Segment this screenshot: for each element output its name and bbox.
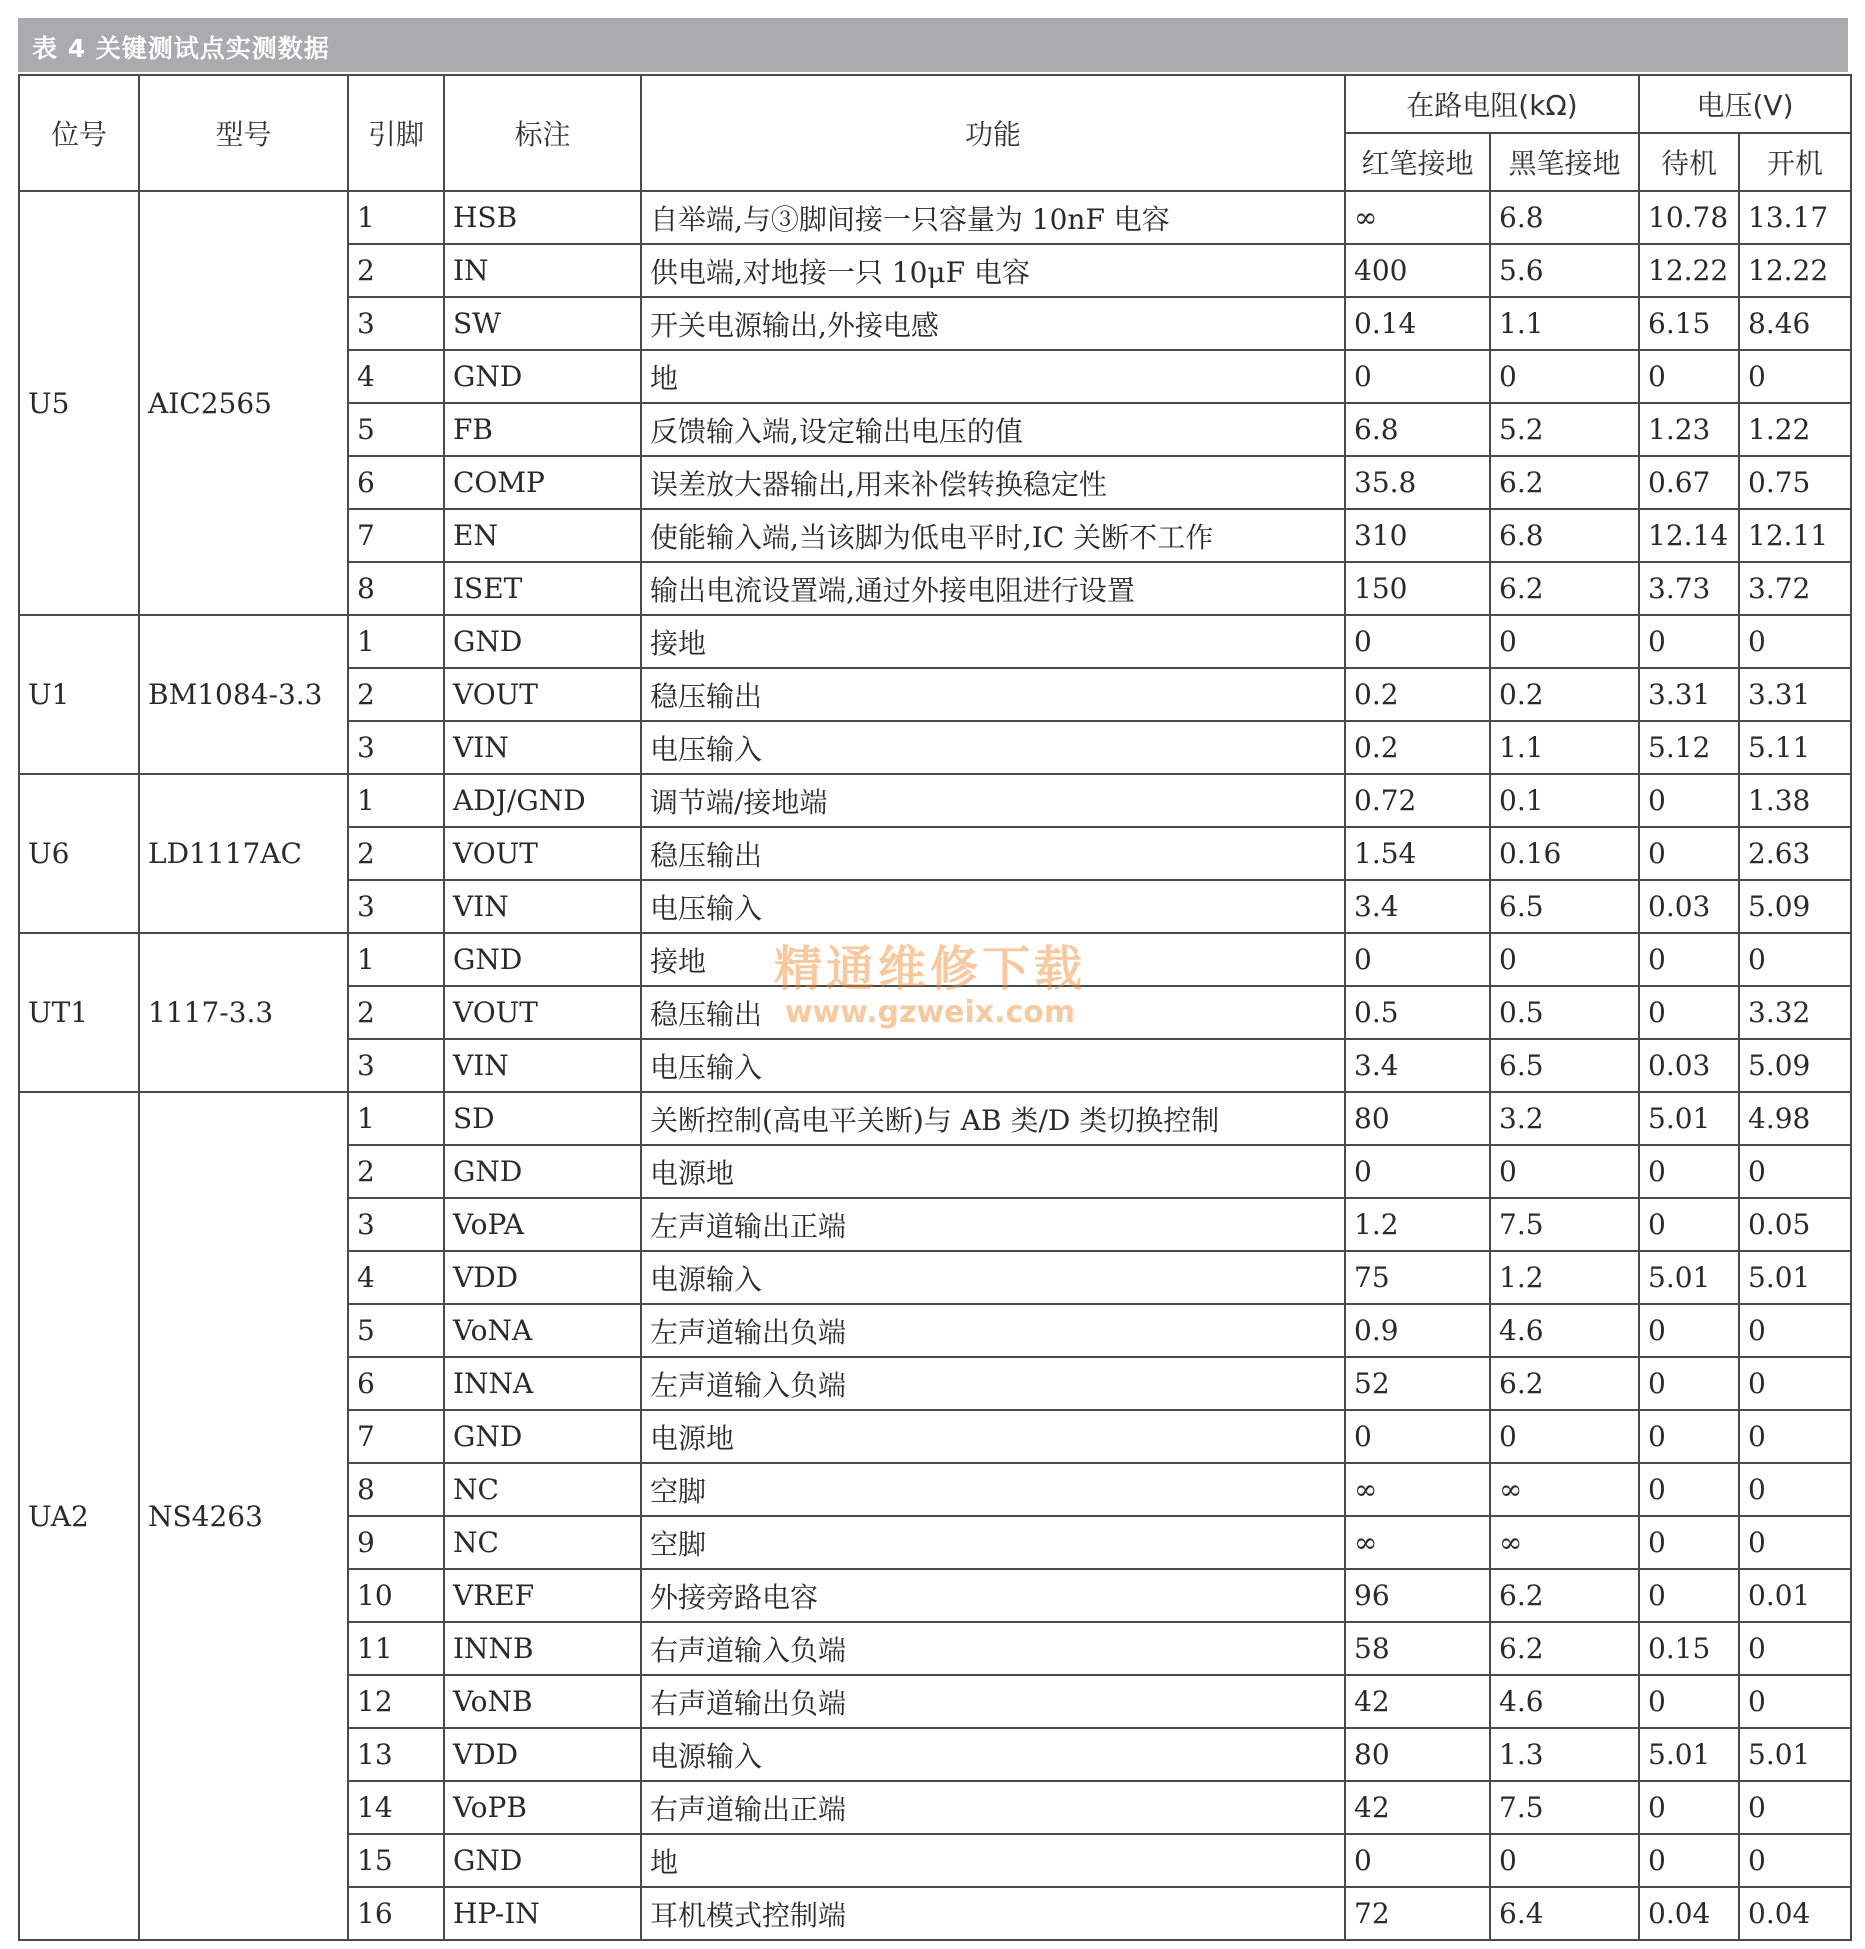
red-ground-cell: 80 <box>1345 1092 1490 1145</box>
label-cell: GND <box>444 1834 641 1887</box>
pin-cell: 4 <box>348 1251 444 1304</box>
watermark-line1: 精通维修下载 <box>773 941 1086 997</box>
label-cell: INNA <box>444 1357 641 1410</box>
red-ground-cell: ∞ <box>1345 1463 1490 1516</box>
black-ground-cell: 0 <box>1490 1834 1639 1887</box>
standby-voltage-cell: 10.78 <box>1639 191 1739 244</box>
header-ref: 位号 <box>19 75 139 191</box>
pin-cell: 1 <box>348 1092 444 1145</box>
table-row <box>19 933 1851 986</box>
red-ground-cell: 0 <box>1345 1834 1490 1887</box>
black-ground-cell: 0 <box>1490 350 1639 403</box>
standby-voltage-cell: 0 <box>1639 827 1739 880</box>
function-cell: 电源地 <box>641 1410 1345 1463</box>
table-title: 表 4 关键测试点实测数据 <box>32 34 330 63</box>
pin-cell: 3 <box>348 297 444 350</box>
pin-cell: 5 <box>348 403 444 456</box>
pin-cell: 1 <box>348 191 444 244</box>
standby-voltage-cell: 0.67 <box>1639 456 1739 509</box>
red-ground-cell: 96 <box>1345 1569 1490 1622</box>
black-ground-cell: 6.5 <box>1490 1039 1639 1092</box>
standby-voltage-cell: 0 <box>1639 1357 1739 1410</box>
standby-voltage-cell: 0 <box>1639 1781 1739 1834</box>
black-ground-cell: 5.2 <box>1490 403 1639 456</box>
label-cell: NC <box>444 1463 641 1516</box>
red-ground-cell: 0.14 <box>1345 297 1490 350</box>
standby-voltage-cell: 0 <box>1639 1145 1739 1198</box>
function-cell: 电压输入 <box>641 880 1345 933</box>
function-cell: 电源输入 <box>641 1728 1345 1781</box>
table-row <box>19 191 1851 244</box>
pin-cell: 6 <box>348 456 444 509</box>
standby-voltage-cell: 12.22 <box>1639 244 1739 297</box>
on-voltage-cell: 5.01 <box>1739 1728 1851 1781</box>
black-ground-cell: 6.8 <box>1490 509 1639 562</box>
on-voltage-cell: 8.46 <box>1739 297 1851 350</box>
function-cell: 耳机模式控制端 <box>641 1887 1345 1940</box>
label-cell: VoNA <box>444 1304 641 1357</box>
label-cell: VoNB <box>444 1675 641 1728</box>
standby-voltage-cell: 0 <box>1639 1410 1739 1463</box>
pin-cell: 3 <box>348 721 444 774</box>
function-cell: 误差放大器输出,用来补偿转换稳定性 <box>641 456 1345 509</box>
model-cell: BM1084-3.3 <box>139 615 348 774</box>
function-cell: 右声道输入负端 <box>641 1622 1345 1675</box>
table-row <box>19 774 1851 827</box>
black-ground-cell: 6.2 <box>1490 1569 1639 1622</box>
label-cell: GND <box>444 615 641 668</box>
function-cell: 空脚 <box>641 1516 1345 1569</box>
on-voltage-cell: 13.17 <box>1739 191 1851 244</box>
label-cell: GND <box>444 933 641 986</box>
red-ground-cell: 0 <box>1345 1145 1490 1198</box>
standby-voltage-cell: 0.03 <box>1639 880 1739 933</box>
function-cell: 电压输入 <box>641 1039 1345 1092</box>
ref-cell: UA2 <box>19 1092 139 1940</box>
on-voltage-cell: 1.38 <box>1739 774 1851 827</box>
black-ground-cell: 7.5 <box>1490 1198 1639 1251</box>
function-cell: 接地 <box>641 615 1345 668</box>
on-voltage-cell: 0 <box>1739 1834 1851 1887</box>
on-voltage-cell: 0 <box>1739 1357 1851 1410</box>
pin-cell: 1 <box>348 774 444 827</box>
function-cell: 左声道输出正端 <box>641 1198 1345 1251</box>
label-cell: GND <box>444 1145 641 1198</box>
pin-cell: 1 <box>348 933 444 986</box>
on-voltage-cell: 0 <box>1739 933 1851 986</box>
header-function: 功能 <box>641 75 1345 191</box>
on-voltage-cell: 0 <box>1739 350 1851 403</box>
function-cell: 地 <box>641 350 1345 403</box>
pin-cell: 2 <box>348 1145 444 1198</box>
red-ground-cell: 52 <box>1345 1357 1490 1410</box>
black-ground-cell: 6.4 <box>1490 1887 1639 1940</box>
red-ground-cell: ∞ <box>1345 1516 1490 1569</box>
red-ground-cell: 0 <box>1345 615 1490 668</box>
function-cell: 右声道输出正端 <box>641 1781 1345 1834</box>
red-ground-cell: 3.4 <box>1345 1039 1490 1092</box>
function-cell: 电压输入 <box>641 721 1345 774</box>
standby-voltage-cell: 1.23 <box>1639 403 1739 456</box>
black-ground-cell: 6.5 <box>1490 880 1639 933</box>
standby-voltage-cell: 0 <box>1639 986 1739 1039</box>
table-body <box>19 191 1851 1940</box>
pin-cell: 14 <box>348 1781 444 1834</box>
header-on: 开机 <box>1739 133 1851 191</box>
model-cell: 1117-3.3 <box>139 933 348 1092</box>
label-cell: COMP <box>444 456 641 509</box>
black-ground-cell: 3.2 <box>1490 1092 1639 1145</box>
pin-cell: 10 <box>348 1569 444 1622</box>
header-model: 型号 <box>139 75 348 191</box>
red-ground-cell: 0.72 <box>1345 774 1490 827</box>
label-cell: SD <box>444 1092 641 1145</box>
label-cell: HP-IN <box>444 1887 641 1940</box>
black-ground-cell: 0.16 <box>1490 827 1639 880</box>
standby-voltage-cell: 0 <box>1639 1304 1739 1357</box>
black-ground-cell: 0 <box>1490 933 1639 986</box>
on-voltage-cell: 0 <box>1739 1781 1851 1834</box>
red-ground-cell: 0.2 <box>1345 668 1490 721</box>
table-row <box>19 1092 1851 1145</box>
on-voltage-cell: 0 <box>1739 1516 1851 1569</box>
standby-voltage-cell: 5.01 <box>1639 1092 1739 1145</box>
standby-voltage-cell: 0.04 <box>1639 1887 1739 1940</box>
pin-cell: 2 <box>348 986 444 1039</box>
ref-cell: U6 <box>19 774 139 933</box>
label-cell: ADJ/GND <box>444 774 641 827</box>
black-ground-cell: ∞ <box>1490 1516 1639 1569</box>
on-voltage-cell: 0 <box>1739 1675 1851 1728</box>
function-cell: 自举端,与③脚间接一只容量为 10nF 电容 <box>641 191 1345 244</box>
header-pin: 引脚 <box>348 75 444 191</box>
label-cell: VIN <box>444 721 641 774</box>
function-cell: 稳压输出 <box>641 986 1345 1039</box>
red-ground-cell: 42 <box>1345 1781 1490 1834</box>
pin-cell: 15 <box>348 1834 444 1887</box>
pin-cell: 2 <box>348 827 444 880</box>
header-standby: 待机 <box>1639 133 1739 191</box>
standby-voltage-cell: 5.01 <box>1639 1251 1739 1304</box>
on-voltage-cell: 1.22 <box>1739 403 1851 456</box>
label-cell: VDD <box>444 1728 641 1781</box>
red-ground-cell: 35.8 <box>1345 456 1490 509</box>
black-ground-cell: 4.6 <box>1490 1675 1639 1728</box>
standby-voltage-cell: 0 <box>1639 615 1739 668</box>
pin-cell: 2 <box>348 668 444 721</box>
label-cell: VREF <box>444 1569 641 1622</box>
label-cell: VOUT <box>444 986 641 1039</box>
function-cell: 地 <box>641 1834 1345 1887</box>
black-ground-cell: 0.1 <box>1490 774 1639 827</box>
label-cell: VIN <box>444 880 641 933</box>
red-ground-cell: ∞ <box>1345 191 1490 244</box>
on-voltage-cell: 3.32 <box>1739 986 1851 1039</box>
pin-cell: 6 <box>348 1357 444 1410</box>
on-voltage-cell: 0.04 <box>1739 1887 1851 1940</box>
header-black-ground: 黑笔接地 <box>1490 133 1639 191</box>
model-cell: AIC2565 <box>139 191 348 615</box>
black-ground-cell: 7.5 <box>1490 1781 1639 1834</box>
pin-cell: 13 <box>348 1728 444 1781</box>
standby-voltage-cell: 0.15 <box>1639 1622 1739 1675</box>
black-ground-cell: 6.2 <box>1490 456 1639 509</box>
function-cell: 外接旁路电容 <box>641 1569 1345 1622</box>
on-voltage-cell: 12.22 <box>1739 244 1851 297</box>
pin-cell: 3 <box>348 1039 444 1092</box>
black-ground-cell: 1.2 <box>1490 1251 1639 1304</box>
function-cell: 供电端,对地接一只 10μF 电容 <box>641 244 1345 297</box>
function-cell: 调节端/接地端 <box>641 774 1345 827</box>
black-ground-cell: 1.3 <box>1490 1728 1639 1781</box>
pin-cell: 11 <box>348 1622 444 1675</box>
red-ground-cell: 0 <box>1345 350 1490 403</box>
pin-cell: 3 <box>348 1198 444 1251</box>
function-cell: 关断控制(高电平关断)与 AB 类/D 类切换控制 <box>641 1092 1345 1145</box>
table-title-bar <box>18 18 1848 72</box>
on-voltage-cell: 2.63 <box>1739 827 1851 880</box>
label-cell: GND <box>444 1410 641 1463</box>
on-voltage-cell: 3.72 <box>1739 562 1851 615</box>
on-voltage-cell: 0 <box>1739 615 1851 668</box>
red-ground-cell: 72 <box>1345 1887 1490 1940</box>
header-red-ground: 红笔接地 <box>1345 133 1490 191</box>
header-label: 标注 <box>444 75 641 191</box>
pin-cell: 5 <box>348 1304 444 1357</box>
pin-cell: 1 <box>348 615 444 668</box>
pin-cell: 16 <box>348 1887 444 1940</box>
on-voltage-cell: 0.75 <box>1739 456 1851 509</box>
red-ground-cell: 0.9 <box>1345 1304 1490 1357</box>
black-ground-cell: 1.1 <box>1490 297 1639 350</box>
model-cell: NS4263 <box>139 1092 348 1940</box>
function-cell: 开关电源输出,外接电感 <box>641 297 1345 350</box>
standby-voltage-cell: 0.03 <box>1639 1039 1739 1092</box>
function-cell: 电源地 <box>641 1145 1345 1198</box>
on-voltage-cell: 4.98 <box>1739 1092 1851 1145</box>
standby-voltage-cell: 0 <box>1639 774 1739 827</box>
pin-cell: 8 <box>348 562 444 615</box>
label-cell: VOUT <box>444 827 641 880</box>
pin-cell: 9 <box>348 1516 444 1569</box>
black-ground-cell: 6.2 <box>1490 562 1639 615</box>
on-voltage-cell: 0 <box>1739 1410 1851 1463</box>
function-cell: 空脚 <box>641 1463 1345 1516</box>
red-ground-cell: 80 <box>1345 1728 1490 1781</box>
function-cell: 电源输入 <box>641 1251 1345 1304</box>
standby-voltage-cell: 12.14 <box>1639 509 1739 562</box>
table-row <box>19 615 1851 668</box>
standby-voltage-cell: 0 <box>1639 1198 1739 1251</box>
black-ground-cell: 1.1 <box>1490 721 1639 774</box>
function-cell: 反馈输入端,设定输出电压的值 <box>641 403 1345 456</box>
pin-cell: 2 <box>348 244 444 297</box>
red-ground-cell: 42 <box>1345 1675 1490 1728</box>
standby-voltage-cell: 5.12 <box>1639 721 1739 774</box>
red-ground-cell: 310 <box>1345 509 1490 562</box>
on-voltage-cell: 0 <box>1739 1463 1851 1516</box>
label-cell: VOUT <box>444 668 641 721</box>
function-cell: 使能输入端,当该脚为低电平时,IC 关断不工作 <box>641 509 1345 562</box>
model-cell: LD1117AC <box>139 774 348 933</box>
function-cell: 左声道输出负端 <box>641 1304 1345 1357</box>
red-ground-cell: 3.4 <box>1345 880 1490 933</box>
black-ground-cell: 6.2 <box>1490 1357 1639 1410</box>
red-ground-cell: 75 <box>1345 1251 1490 1304</box>
standby-voltage-cell: 0 <box>1639 1463 1739 1516</box>
red-ground-cell: 150 <box>1345 562 1490 615</box>
red-ground-cell: 58 <box>1345 1622 1490 1675</box>
standby-voltage-cell: 0 <box>1639 933 1739 986</box>
red-ground-cell: 6.8 <box>1345 403 1490 456</box>
red-ground-cell: 400 <box>1345 244 1490 297</box>
label-cell: IN <box>444 244 641 297</box>
label-cell: VDD <box>444 1251 641 1304</box>
on-voltage-cell: 3.31 <box>1739 668 1851 721</box>
on-voltage-cell: 0 <box>1739 1622 1851 1675</box>
black-ground-cell: 0 <box>1490 1410 1639 1463</box>
on-voltage-cell: 5.09 <box>1739 880 1851 933</box>
on-voltage-cell: 0 <box>1739 1304 1851 1357</box>
pin-cell: 4 <box>348 350 444 403</box>
on-voltage-cell: 0.05 <box>1739 1198 1851 1251</box>
on-voltage-cell: 12.11 <box>1739 509 1851 562</box>
red-ground-cell: 0 <box>1345 1410 1490 1463</box>
standby-voltage-cell: 0 <box>1639 1516 1739 1569</box>
function-cell: 左声道输入负端 <box>641 1357 1345 1410</box>
label-cell: ISET <box>444 562 641 615</box>
header-voltage: 电压(V) <box>1639 75 1851 133</box>
on-voltage-cell: 5.01 <box>1739 1251 1851 1304</box>
label-cell: FB <box>444 403 641 456</box>
red-ground-cell: 1.2 <box>1345 1198 1490 1251</box>
pin-cell: 12 <box>348 1675 444 1728</box>
on-voltage-cell: 5.09 <box>1739 1039 1851 1092</box>
function-cell: 右声道输出负端 <box>641 1675 1345 1728</box>
black-ground-cell: 0 <box>1490 615 1639 668</box>
pin-cell: 7 <box>348 509 444 562</box>
standby-voltage-cell: 0 <box>1639 1834 1739 1887</box>
black-ground-cell: 6.8 <box>1490 191 1639 244</box>
on-voltage-cell: 0 <box>1739 1145 1851 1198</box>
on-voltage-cell: 5.11 <box>1739 721 1851 774</box>
red-ground-cell: 0 <box>1345 933 1490 986</box>
measurement-table <box>18 74 1852 1941</box>
standby-voltage-cell: 5.01 <box>1639 1728 1739 1781</box>
ref-cell: U5 <box>19 191 139 615</box>
standby-voltage-cell: 0 <box>1639 350 1739 403</box>
label-cell: GND <box>444 350 641 403</box>
function-cell: 稳压输出 <box>641 668 1345 721</box>
ref-cell: U1 <box>19 615 139 774</box>
function-cell: 稳压输出 <box>641 827 1345 880</box>
label-cell: VoPA <box>444 1198 641 1251</box>
black-ground-cell: 6.2 <box>1490 1622 1639 1675</box>
label-cell: VIN <box>444 1039 641 1092</box>
black-ground-cell: 0 <box>1490 1145 1639 1198</box>
standby-voltage-cell: 6.15 <box>1639 297 1739 350</box>
black-ground-cell: 0.5 <box>1490 986 1639 1039</box>
black-ground-cell: 5.6 <box>1490 244 1639 297</box>
standby-voltage-cell: 3.73 <box>1639 562 1739 615</box>
red-ground-cell: 1.54 <box>1345 827 1490 880</box>
black-ground-cell: ∞ <box>1490 1463 1639 1516</box>
on-voltage-cell: 0.01 <box>1739 1569 1851 1622</box>
label-cell: HSB <box>444 191 641 244</box>
standby-voltage-cell: 0 <box>1639 1675 1739 1728</box>
black-ground-cell: 0.2 <box>1490 668 1639 721</box>
standby-voltage-cell: 0 <box>1639 1569 1739 1622</box>
standby-voltage-cell: 3.31 <box>1639 668 1739 721</box>
red-ground-cell: 0.2 <box>1345 721 1490 774</box>
label-cell: VoPB <box>444 1781 641 1834</box>
black-ground-cell: 4.6 <box>1490 1304 1639 1357</box>
pin-cell: 3 <box>348 880 444 933</box>
header-resistance: 在路电阻(kΩ) <box>1345 75 1639 133</box>
function-cell: 接地 <box>641 933 1345 986</box>
watermark-line2: www.gzweix.com <box>784 995 1076 1030</box>
label-cell: NC <box>444 1516 641 1569</box>
pin-cell: 7 <box>348 1410 444 1463</box>
label-cell: EN <box>444 509 641 562</box>
pin-cell: 8 <box>348 1463 444 1516</box>
function-cell: 输出电流设置端,通过外接电阻进行设置 <box>641 562 1345 615</box>
ref-cell: UT1 <box>19 933 139 1092</box>
label-cell: SW <box>444 297 641 350</box>
label-cell: INNB <box>444 1622 641 1675</box>
red-ground-cell: 0.5 <box>1345 986 1490 1039</box>
